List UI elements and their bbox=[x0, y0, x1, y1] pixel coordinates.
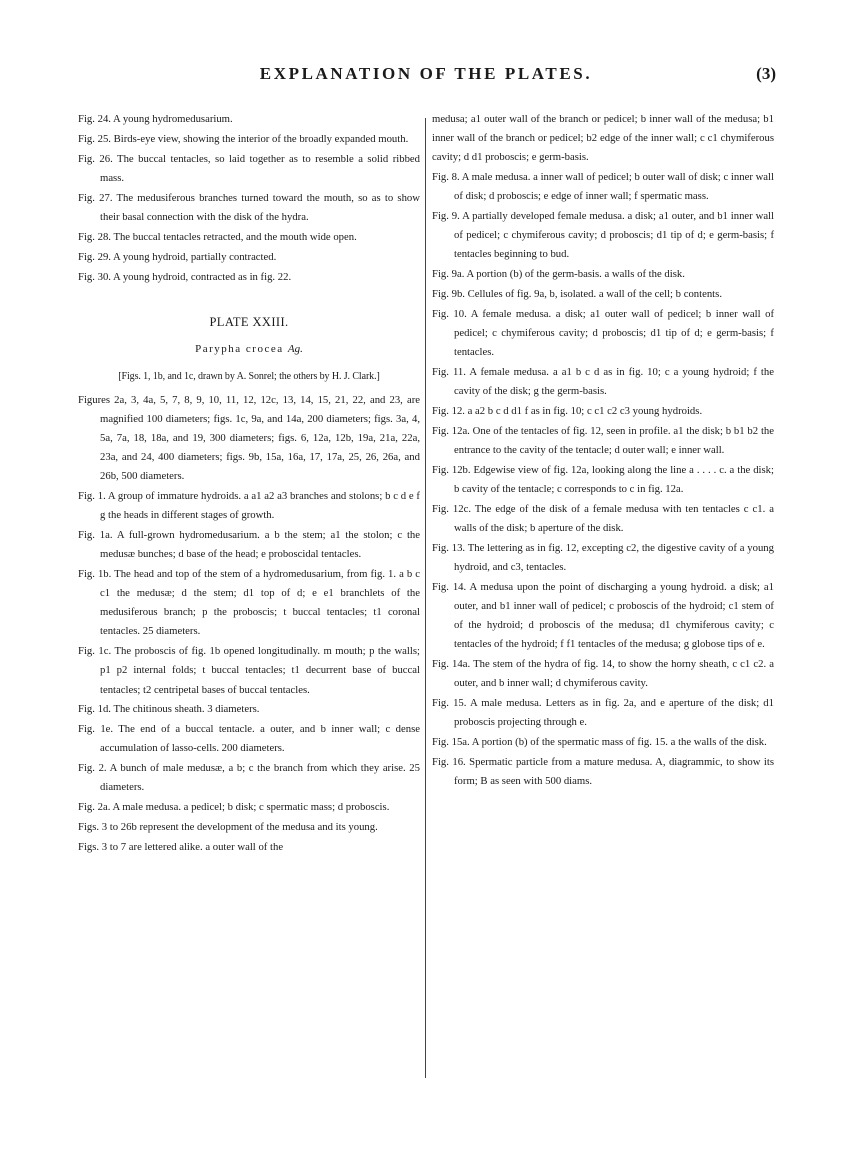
fig-entry: Fig. 1a. A full-grown hydromedusarium. a b the stem; a1 the stolon; c the medusæ bunches; d base of the head; e proboscidal tentacles. bbox=[78, 529, 420, 561]
left-column bbox=[78, 110, 420, 858]
fig-entry: Fig. 14a. The stem of the hydra of fig. 14, to show the horny sheath, c c1 c2. a outer, and b inner wall; d chymiferous cavity. bbox=[432, 657, 774, 690]
continued-entry: medusa; a1 outer wall of the branch or pedicel; b inner wall of the medusa; b1 inner wall of the branch or pedicel; b2 edge of the inner wall; c c1 chymiferous cavity; d d1 proboscis; e germ-basis. bbox=[432, 113, 774, 164]
fig-entry: Fig. 27. The medusiferous branches turned toward the mouth, so as to show their basal connection with the disk of the hydra. bbox=[78, 191, 420, 223]
fig-entry: Fig. 13. The lettering as in fig. 12, excepting c2, the digestive cavity of a young hydroid, and c3, tentacles. bbox=[432, 541, 774, 573]
fig-entry: Fig. 9. A partially developed female medusa. a disk; a1 outer, and b1 inner wall of pedicel; c chymiferous cavity; d proboscis; d1 tip of d; e germ-basis; f tentacles beginning to bud. bbox=[432, 210, 774, 261]
species-author: Ag. bbox=[287, 342, 303, 355]
fig-entry: Fig. 12c. The edge of the disk of a female medusa with ten tentacles c c1. a walls of the disk; b aperture of the disk. bbox=[432, 502, 774, 534]
fig-entry: Fig. 1. A group of immature hydroids. a a1 a2 a3 branches and stolons; b c d e f g the heads in different stages of growth. bbox=[78, 490, 420, 522]
fig-entry: Figs. 3 to 26b represent the development of the medusa and its young. bbox=[78, 821, 378, 834]
fig-entry: Fig. 12a. One of the tentacles of fig. 12, seen in profile. a1 the disk; b b1 b2 the entrance to the cavity of the tentacle; d outer wall; e inner wall. bbox=[432, 424, 774, 456]
species-name bbox=[78, 340, 420, 359]
fig-entry: Fig. 14. A medusa upon the point of discharging a young hydroid. a disk; a1 outer, and b1 inner wall of pedicel; c proboscis of the hydroid; c1 stem of of the hydroid; d proboscis of the medusa; d1 chymiferous cavity; c tentacles of the hydroid; f f1 tentacles of the medusa; g globose tips of e. bbox=[432, 580, 774, 651]
fig-entry: Fig. 2. A bunch of male medusæ, a b; c the branch from which they arise. 25 diameters. bbox=[78, 762, 420, 794]
fig-entry: Fig. 1c. The proboscis of fig. 1b opened longitudinally. m mouth; p the walls; p1 p2 internal folds; t buccal tentacles; t1 decurrent base of buccal tentacles; t2 centripetal bases of buccal tentacles. bbox=[78, 645, 420, 696]
species-label: Parypha crocea bbox=[195, 342, 284, 355]
fig-entry: Fig. 2a. A male medusa. a pedicel; b disk; c spermatic mass; d proboscis. bbox=[78, 801, 390, 814]
fig-entry: Figs. 3 to 7 are lettered alike. a outer wall of the bbox=[78, 841, 284, 854]
fig-entry: Fig. 9b. Cellules of fig. 9a, b, isolated. a wall of the cell; b contents. bbox=[432, 288, 722, 301]
fig-entry: Fig. 25. Birds-eye view, showing the interior of the broadly expanded mouth. bbox=[78, 132, 409, 145]
page-header bbox=[76, 64, 776, 92]
fig-entry: Fig. 24. A young hydromedusarium. bbox=[78, 113, 233, 125]
fig-entry: Fig. 30. A young hydroid, contracted as in fig. 22. bbox=[78, 270, 292, 283]
fig-entry: Fig. 1e. The end of a buccal tentacle. a outer, and b inner wall; c dense accumulation of lasso-cells. 200 diameters. bbox=[78, 723, 420, 755]
fig-entry: Fig. 9a. A portion (b) of the germ-basis. a walls of the disk. bbox=[432, 268, 685, 281]
column-divider bbox=[425, 118, 426, 1078]
fig-entry: Fig. 10. A female medusa. a disk; a1 outer wall of pedicel; b inner wall of pedicel; c chymiferous cavity; d proboscis; d1 tip of d; e germ-basis; f tentacles. bbox=[432, 307, 774, 359]
fig-entry: Fig. 11. A female medusa. a a1 b c d as in fig. 10; c a young hydroid; f the cavity of the disk; g the germ-basis. bbox=[432, 366, 774, 398]
right-column bbox=[432, 110, 774, 792]
fig-entry: Fig. 26. The buccal tentacles, so laid together as to resemble a solid ribbed mass. bbox=[78, 152, 420, 184]
fig-entry: Fig. 12b. Edgewise view of fig. 12a, looking along the line a . . . . c. a the disk; b cavity of the tentacle; c corresponds to c in fig. 12a. bbox=[432, 463, 774, 495]
page-number: (3) bbox=[756, 64, 776, 83]
magnification-note: Figures 2a, 3, 4a, 5, 7, 8, 9, 10, 11, 12, 12c, 13, 14, 15, 21, 22, and 23, are magnified 100 diameters; figs. 1c, 9a, and 14a, 200 diameters; figs. 3a, 4, 5a, 7a, 18, 18a, and 19, 300 diameters; figs. 6, 12a, 12b, 19a, 21a, 22a, 23a, and 24, 400 diameters; figs. 9b, 15a, 16a, 17, 17a, 25, 26, 26a, and 26b, 500 diameters. bbox=[78, 393, 420, 483]
fig-entry: Fig. 16. Spermatic particle from a mature medusa. A, diagrammic, to show its form; B as seen with 500 diams. bbox=[432, 755, 774, 787]
fig-entry: Fig. 1d. The chitinous sheath. 3 diameters. bbox=[78, 703, 260, 716]
fig-entry: Fig. 28. The buccal tentacles retracted, and the mouth wide open. bbox=[78, 230, 357, 243]
plate-heading: PLATE XXIII. bbox=[209, 314, 289, 329]
fig-entry: Fig. 15. A male medusa. Letters as in fig. 2a, and e aperture of the disk; d1 proboscis projecting through e. bbox=[432, 696, 774, 729]
fig-entry: Fig. 15a. A portion (b) of the spermatic mass of fig. 15. a the walls of the disk. bbox=[432, 735, 767, 748]
fig-entry: Fig. 1b. The head and top of the stem of a hydromedusarium, from fig. 1. a b c c1 the medusæ; d the stem; d1 top of d; e e1 branchlets of the medusiferous branch; p the proboscis; t buccal tentacles; t1 coronal tentacles. 25 diameters. bbox=[78, 568, 420, 638]
fig-entry: Fig. 8. A male medusa. a inner wall of pedicel; b outer wall of disk; c inner wall of disk; d proboscis; e edge of inner wall; f spermatic mass. bbox=[432, 171, 774, 203]
fig-entry: Fig. 29. A young hydroid, partially contracted. bbox=[78, 250, 277, 263]
drawing-credits: [Figs. 1, 1b, and 1c, drawn by A. Sonrel; the others by H. J. Clark.] bbox=[118, 370, 380, 382]
header-title: EXPLANATION OF THE PLATES. bbox=[259, 64, 593, 83]
fig-entry: Fig. 12. a a2 b c d d1 f as in fig. 10; c c1 c2 c3 young hydroids. bbox=[432, 404, 703, 417]
